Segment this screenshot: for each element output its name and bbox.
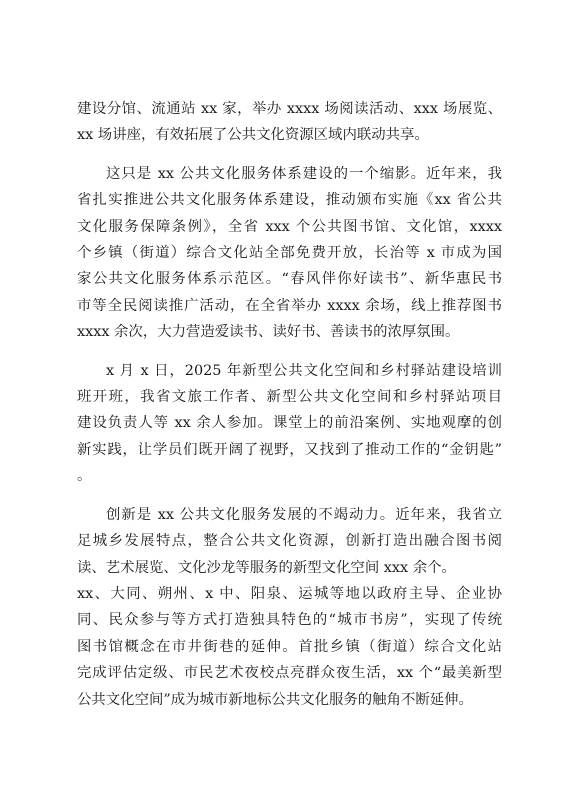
text-line: 同、民众参与等方式打造独具特色的“城市书房”，实现了传统: [77, 612, 502, 629]
text-line: 这只是 xx 公共文化服务体系建设的一个缩影。近年来，我: [106, 165, 502, 182]
text-line: 完成评估定级、市民艺术夜校点亮群众夜生活，xx 个“最美新型: [77, 665, 502, 682]
text-line: 。: [77, 468, 92, 485]
text-line: x 月 x 日，2025 年新型公共文化空间和乡村驿站建设培训: [106, 362, 502, 379]
paragraph-1: [77, 96, 502, 149]
text-line: 建设分馆、流通站 xx 家，举办 xxxx 场阅读活动、xxx 场展览、: [77, 101, 502, 117]
text-line: 创新是 xx 公共文化服务发展的不竭动力。近年来，我省立: [106, 506, 502, 523]
text-line: 家公共文化服务体系示范区。“春风伴你好读书”、新华惠民书: [77, 271, 502, 288]
text-line: xxxx 余次，大力营造爱读书、读好书、善读书的浓厚氛围。: [77, 324, 460, 341]
text-line: 省扎实推进公共文化服务体系建设，推动颁布实施《xx 省公共: [77, 192, 502, 209]
paragraph-4: [77, 502, 502, 713]
text-line: 建设负责人等 xx 余人参加。课堂上的前沿案例、实地观摩的创: [77, 415, 502, 432]
text-line: 足城乡发展特点，整合公共文化资源，创新打造出融合图书阅: [77, 533, 502, 550]
text-line: 文化服务保障条例》，全省 xxx 个公共图书馆、文化馆，xxxx: [77, 218, 502, 235]
text-line: 市等全民阅读推广活动，在全省举办 xxxx 余场，线上推荐图书: [77, 297, 502, 314]
paragraph-2: [77, 161, 502, 346]
text-line: 新实践，让学员们既开阔了视野，又找到了推动工作的“金钥匙”: [77, 441, 502, 458]
text-line: 图书馆概念在市井街巷的延伸。首批乡镇（街道）综合文化站: [77, 638, 502, 655]
text-line: 公共文化空间”成为城市新地标公共文化服务的触角不断延伸。: [77, 691, 473, 708]
document-body: [77, 96, 502, 713]
text-line: 个乡镇（街道）综合文化站全部免费开放，长治等 x 市成为国: [77, 245, 502, 262]
text-line: 读、艺术展览、文化沙龙等服务的新型文化空间 xxx 余个。: [77, 559, 456, 576]
text-line: 班开班，我省文旅工作者、新型公共文化空间和乡村驿站项目: [77, 389, 502, 406]
text-line: xx、大同、朔州、x 中、阳泉、运城等地以政府主导、企业协: [77, 585, 502, 602]
text-line: xx 场讲座，有效拓展了公共文化资源区域内联动共享。: [77, 127, 429, 144]
paragraph-3: [77, 358, 502, 490]
